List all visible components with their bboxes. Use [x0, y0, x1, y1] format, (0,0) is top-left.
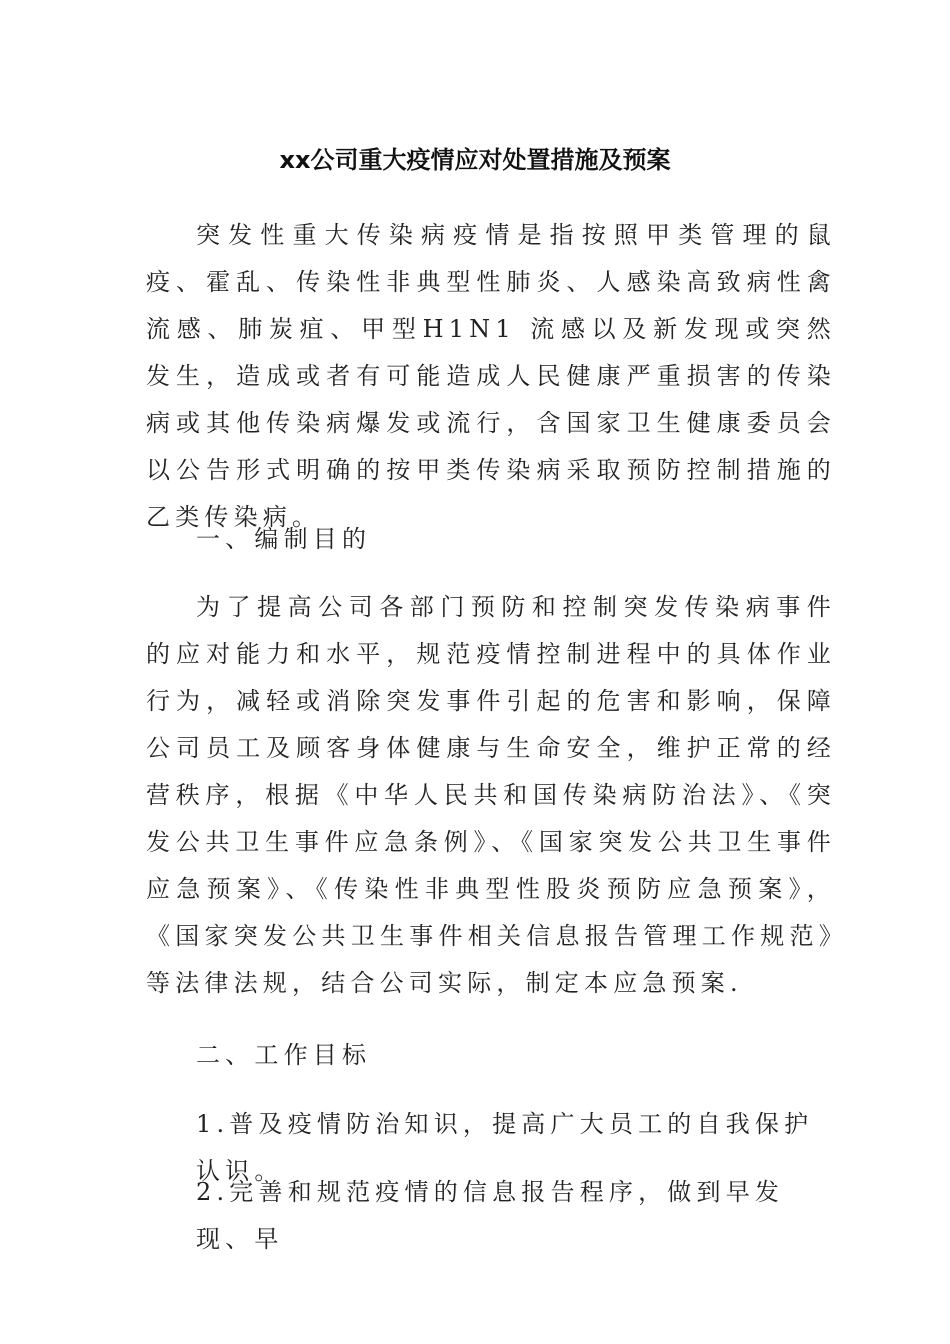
purpose-paragraph: 为了提高公司各部门预防和控制突发传染病事件的应对能力和水平，规范疫情控制进程中的具体作业行为，减轻或消除突发事件引起的危害和影响，保障公司员工及顾客身体健康与生命安全，维护正常的经营秩序，根据《中华人民共和国传染病防治法》、《突发公共卫生事件应急条例》、《国家突发公共卫生事件应急预案》、《传染性非典型性股炎预防应急预案》，《国家突发公共卫生事件相关信息报告管理工作规范》等法律法规，结合公司实际，制定本应急预案. [146, 593, 836, 997]
document-title: xx公司重大疫情应对处置措施及预案 [279, 146, 671, 174]
intro-paragraph: 突发性重大传染病疫情是指按照甲类管理的鼠疫、霍乱、传染性非典型性肺炎、人感染高致病性禽流感、肺炭疽、甲型H1N1 流感以及新发现或突然发生，造成或者有可能造成人民健康严重损害的传染病或其他传染病爆发或流行，含国家卫生健康委员会以公告形式明确的按甲类传染病采取预防控制措施的乙类传染病。 [146, 221, 836, 531]
goal-item: 2.完善和规范疫情的信息报告程序，做到早发现、早 [196, 1178, 785, 1253]
goal-item: 1.普及疫情防治知识，提高广大员工的自我保护认识。 [196, 1110, 814, 1185]
section-heading-purpose: 一、编制目的 [196, 525, 372, 553]
section-heading-goals: 二、工作目标 [196, 1041, 372, 1069]
